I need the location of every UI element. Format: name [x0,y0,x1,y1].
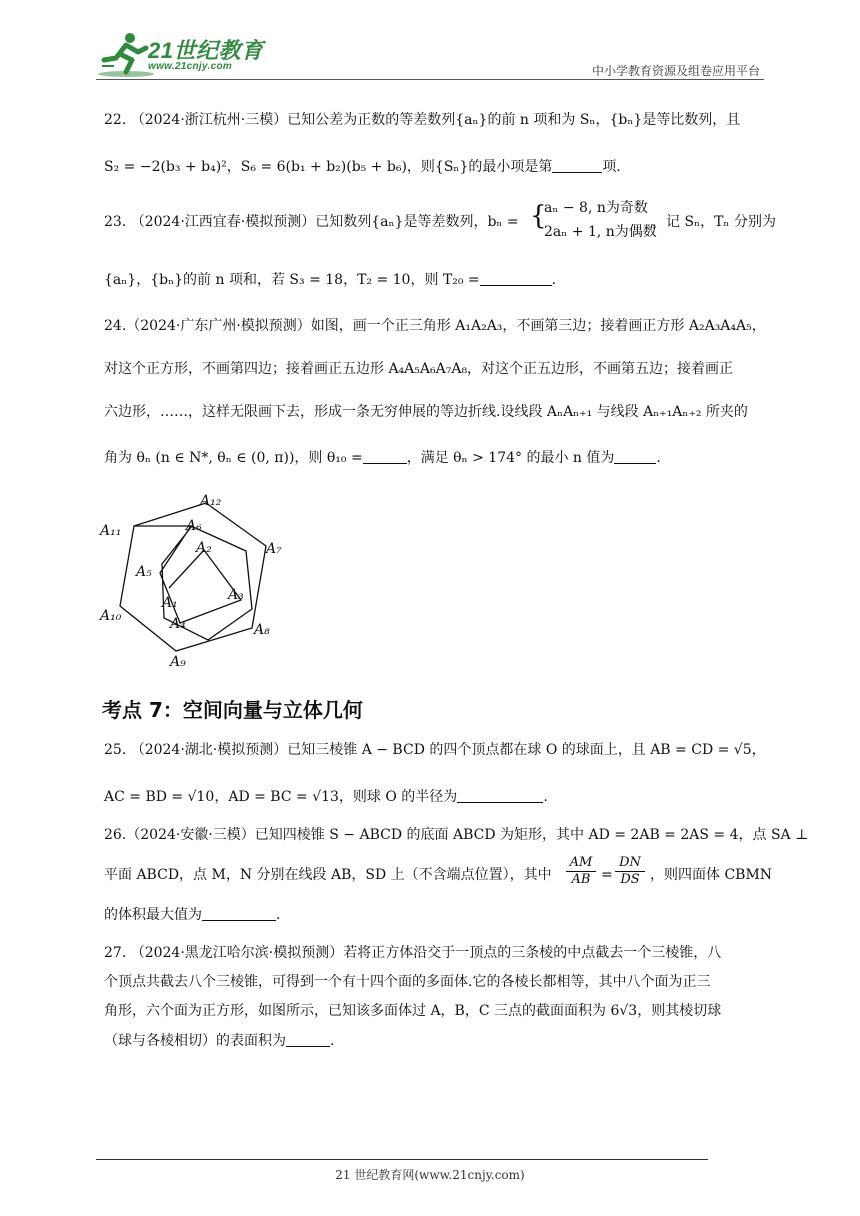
label-a10: A₁₀ [100,608,122,624]
label-a6: A₆ [186,518,202,534]
label-a7: A₇ [266,541,282,557]
q25-line-2: AC = BD = √10，AD = BC = √13，则球 O 的半径为 . [104,789,548,805]
fraction-equals: = [601,867,613,883]
q24-line-4: 角为 θₙ (n ∈ N*, θₙ ∈ (0, π))，则 θ₁₀ = ，满足 θₙ > 174° 的最小 n 值为 . [104,450,661,466]
header-divider [96,79,764,80]
q24-line-1: 24.（2024·广东广州·模拟预测）如图，画一个正三角形 A₁A₂A₃，不画第三边；接着画正方形 A₂A₃A₄A₅， [104,318,766,334]
q26-line-2b: ，则四面体 CBMN [650,867,773,883]
q24-line-3: 六边形，……，这样无限画下去，形成一条无穷伸展的等边折线.设线段 AₙAₙ₊₁ 与线段 Aₙ₊₁Aₙ₊₂ 所夹的 [104,404,748,420]
q23-line-1a: 23. （2024·江西宜春·模拟预测）已知数列{aₙ}是等差数列，bₙ = [104,214,519,230]
label-a8: A₈ [254,622,270,638]
q27-line-2: 个顶点共截去八个三棱锥，可得到一个有十四个面的多面体.它的各棱长都相等，其中八个面为正三 [104,974,711,990]
q26-line-3: 的体积最大值为 . [104,907,281,923]
q27-line-3: 角形，六个面为正方形，如图所示，已知该多面体过 A，B，C 三点的截面面积为 6√3，则其棱切球 [104,1003,722,1019]
polygon-spiral-figure [96,486,296,676]
fraction-am-ab: AM AB [566,855,596,888]
q27-line-1: 27. （2024·黑龙江哈尔滨·模拟预测）若将正方体沿交于一顶点的三条棱的中点截去一个三棱锥，八 [104,945,722,961]
q23-case-even: 2aₙ + 1, n为偶数 [544,224,657,240]
label-a12: A₁₂ [200,493,222,509]
answer-blank[interactable] [202,906,276,921]
fraction-dn-ds: DN DS [615,855,645,888]
q24-line-2: 对这个正方形，不画第四边；接着画正五边形 A₄A₅A₆A₇A₈，对这个正五边形，不画第五边；接着画正 [104,361,734,377]
label-a4: A₄ [170,616,186,632]
q22-line-1: 22. （2024·浙江杭州·三模）已知公差为正数的等差数列{aₙ}的前 n 项和为 Sₙ，{bₙ}是等比数列，且 [104,112,741,128]
label-a9: A₉ [170,654,186,670]
q23-case-odd: aₙ − 8, n为奇数 [544,200,648,216]
q26-line-1: 26.（2024·安徽·三模）已知四棱锥 S − ABCD 的底面 ABCD 为矩形，其中 AD = 2AB = 2AS = 4，点 SA ⊥ [104,827,809,843]
footer-divider [96,1159,708,1160]
label-a5: A₅ [136,564,152,580]
answer-blank[interactable] [457,788,543,803]
q27-line-4: （球与各棱相切）的表面积为 . [104,1033,335,1049]
label-a11: A₁₁ [100,523,122,539]
label-a1: A₁ [162,595,178,611]
label-a2: A₂ [196,540,212,556]
answer-blank[interactable] [614,449,656,464]
platform-title: 中小学教育资源及组卷应用平台 [591,64,760,78]
brand-name: 21世纪教育 [148,38,264,63]
brace: { [530,201,547,231]
section-title: 考点 7：空间向量与立体几何 [102,698,363,722]
answer-blank[interactable] [552,158,602,173]
page-header [96,30,764,82]
answer-blank[interactable] [363,449,407,464]
q23-line-2: {aₙ}，{bₙ}的前 n 项和，若 S₃ = 18，T₂ = 10，则 T₂₀ = . [104,272,557,288]
answer-blank[interactable] [480,271,552,286]
q23-line-1b: ，记 Sₙ，Tₙ 分别为 [652,214,776,230]
brand-url: www.21cnjy.com [148,61,233,72]
page-footer: 21 世纪教育网(www.21cnjy.com) [335,1168,525,1182]
answer-blank[interactable] [286,1032,330,1047]
label-a3: A₃ [228,587,244,603]
q22-line-2: S₂ = −2(b₃ + b₄)²，S₆ = 6(b₁ + b₂)(b₅ + b₆)，则{Sₙ}的最小项是第 项. [104,159,621,175]
q25-line-1: 25. （2024·湖北·模拟预测）已知三棱锥 A − BCD 的四个顶点都在球 O 的球面上，且 AB = CD = √5， [104,742,766,758]
q26-line-2a: 平面 ABCD，点 M，N 分别在线段 AB，SD 上（不含端点位置），其中 [104,867,552,883]
